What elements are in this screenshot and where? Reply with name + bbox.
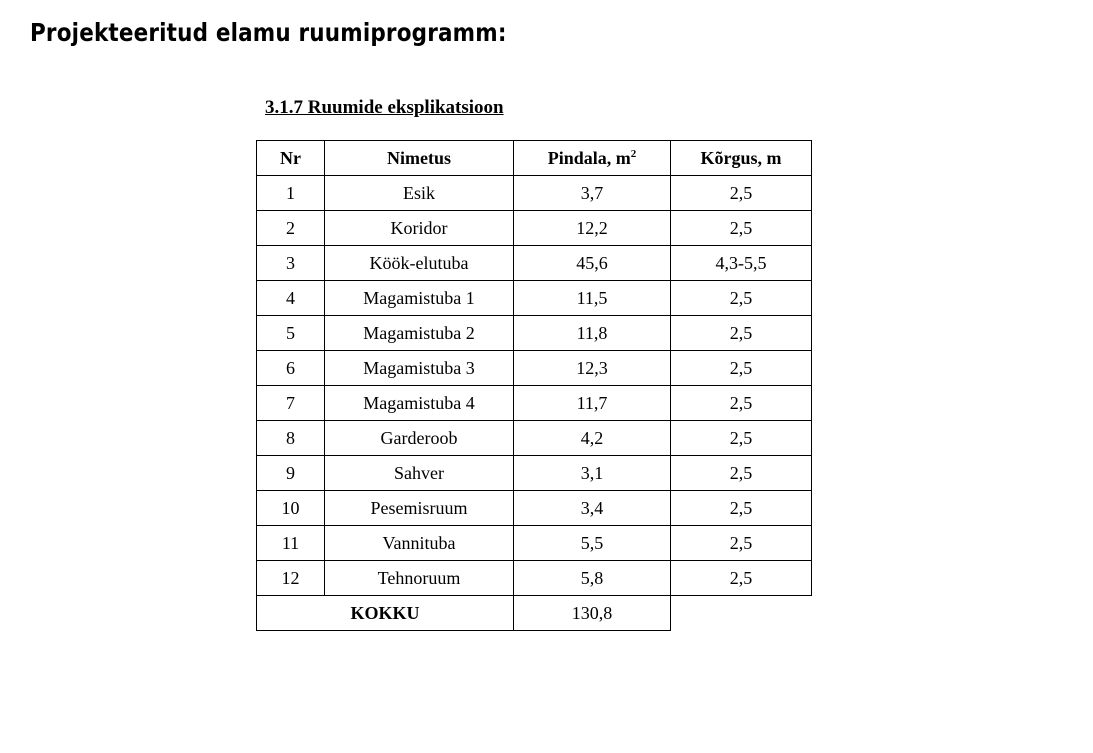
table-row [257, 526, 812, 561]
page-title: Projekteeritud elamu ruumiprogramm: [30, 18, 507, 47]
header-nr: Nr [257, 141, 325, 176]
table-row [257, 211, 812, 246]
cell-height: 2,5 [671, 526, 812, 561]
table-row [257, 176, 812, 211]
cell-area: 5,5 [514, 526, 671, 561]
table-row [257, 316, 812, 351]
table-header-row [257, 141, 812, 176]
cell-area: 12,3 [514, 351, 671, 386]
cell-name: Magamistuba 2 [325, 316, 514, 351]
header-height: Kõrgus, m [671, 141, 812, 176]
cell-height: 2,5 [671, 456, 812, 491]
cell-height: 2,5 [671, 386, 812, 421]
cell-height: 2,5 [671, 176, 812, 211]
cell-height: 4,3-5,5 [671, 246, 812, 281]
cell-name: Sahver [325, 456, 514, 491]
cell-area: 3,7 [514, 176, 671, 211]
cell-area: 12,2 [514, 211, 671, 246]
cell-nr: 9 [257, 456, 325, 491]
cell-nr: 8 [257, 421, 325, 456]
cell-name: Esik [325, 176, 514, 211]
cell-name: Garderoob [325, 421, 514, 456]
cell-height: 2,5 [671, 281, 812, 316]
table-row [257, 246, 812, 281]
cell-name: Pesemisruum [325, 491, 514, 526]
cell-name: Koridor [325, 211, 514, 246]
table-row [257, 386, 812, 421]
section-heading: 3.1.7 Ruumide eksplikatsioon [265, 97, 504, 118]
cell-nr: 3 [257, 246, 325, 281]
cell-height: 2,5 [671, 561, 812, 596]
cell-height: 2,5 [671, 421, 812, 456]
table-row [257, 351, 812, 386]
cell-name: Magamistuba 4 [325, 386, 514, 421]
cell-name: Köök-elutuba [325, 246, 514, 281]
cell-height: 2,5 [671, 316, 812, 351]
total-empty-cell [671, 596, 812, 631]
cell-area: 4,2 [514, 421, 671, 456]
cell-name: Magamistuba 1 [325, 281, 514, 316]
cell-area: 3,1 [514, 456, 671, 491]
cell-nr: 6 [257, 351, 325, 386]
header-area-label: Pindala, m [547, 147, 631, 168]
cell-area: 45,6 [514, 246, 671, 281]
cell-height: 2,5 [671, 211, 812, 246]
table-row [257, 491, 812, 526]
cell-nr: 4 [257, 281, 325, 316]
table-body [257, 176, 812, 631]
cell-height: 2,5 [671, 351, 812, 386]
total-row [257, 596, 812, 631]
room-explication-table [256, 140, 812, 631]
cell-nr: 11 [257, 526, 325, 561]
cell-name: Tehnoruum [325, 561, 514, 596]
cell-area: 11,7 [514, 386, 671, 421]
header-area [514, 141, 671, 176]
cell-nr: 7 [257, 386, 325, 421]
cell-area: 11,5 [514, 281, 671, 316]
table-row [257, 456, 812, 491]
table-row [257, 561, 812, 596]
cell-name: Vannituba [325, 526, 514, 561]
cell-nr: 12 [257, 561, 325, 596]
total-area: 130,8 [514, 596, 671, 631]
table-row [257, 421, 812, 456]
cell-name: Magamistuba 3 [325, 351, 514, 386]
total-label: KOKKU [257, 596, 514, 631]
cell-area: 5,8 [514, 561, 671, 596]
cell-area: 3,4 [514, 491, 671, 526]
cell-nr: 5 [257, 316, 325, 351]
cell-nr: 1 [257, 176, 325, 211]
table-row [257, 281, 812, 316]
cell-area: 11,8 [514, 316, 671, 351]
header-area-superscript: 2 [630, 147, 637, 160]
cell-height: 2,5 [671, 491, 812, 526]
cell-nr: 2 [257, 211, 325, 246]
header-name: Nimetus [325, 141, 514, 176]
cell-nr: 10 [257, 491, 325, 526]
